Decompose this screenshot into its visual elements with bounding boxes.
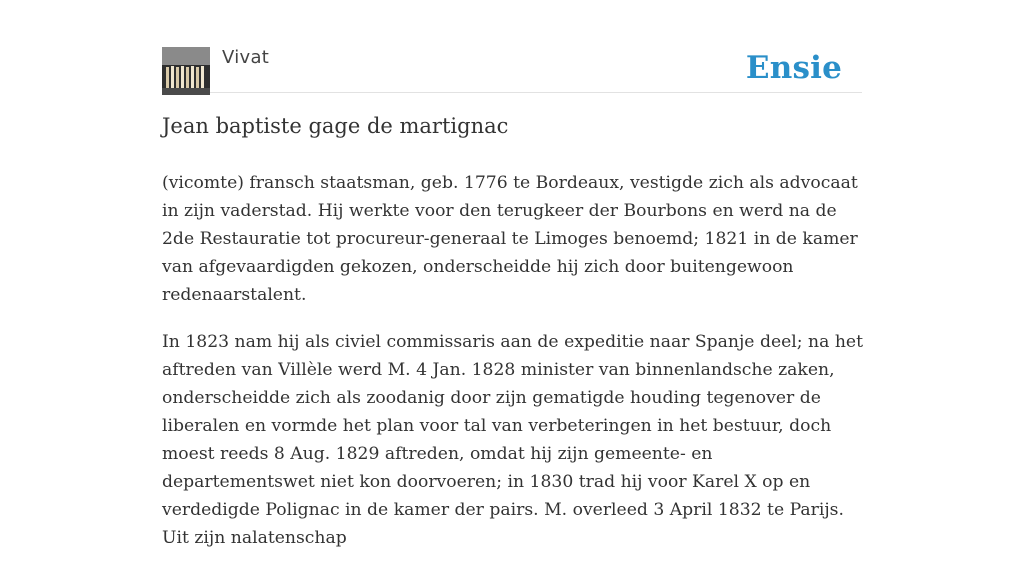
header bbox=[162, 46, 862, 93]
article-body bbox=[162, 169, 866, 571]
author-name[interactable]: Vivat bbox=[222, 47, 270, 68]
article-paragraph: (vicomte) fransch staatsman, geb. 1776 te Bordeaux, vestigde zich als advocaat in zijn vaderstad. Hij werkte voor den terugkeer der Bourbons en werd na de 2de Restauratie tot procureur-generaal te Limoges benoemd; 1821 in de kamer van afgevaardigden gekozen, onderscheidde hij zich door buitengewoon redenaarstalent. bbox=[162, 173, 858, 305]
author-avatar[interactable] bbox=[162, 47, 210, 95]
book-spines-icon bbox=[162, 47, 210, 95]
article-paragraph: In 1823 nam hij als civiel commissaris aan de expeditie naar Spanje deel; na het aftreden van Villèle werd M. 4 Jan. 1828 minister van binnenlandsche zaken, onderscheidde zich als zoodanig door zijn gematigde houding tegenover de liberalen en vormde het plan voor tal van verbeteringen in het bestuur, doch moest reeds 8 Aug. 1829 aftreden, omdat hij zijn gemeente- en departementswet niet kon doorvoeren; in 1830 trad hij voor Karel X op en verdedigde Polignac in de kamer der pairs. M. overleed 3 April 1832 te Parijs. Uit zijn nalatenschap bbox=[162, 332, 863, 548]
brand-logo[interactable]: Ensie bbox=[745, 50, 842, 86]
article-title: Jean baptiste gage de martignac bbox=[162, 114, 509, 138]
